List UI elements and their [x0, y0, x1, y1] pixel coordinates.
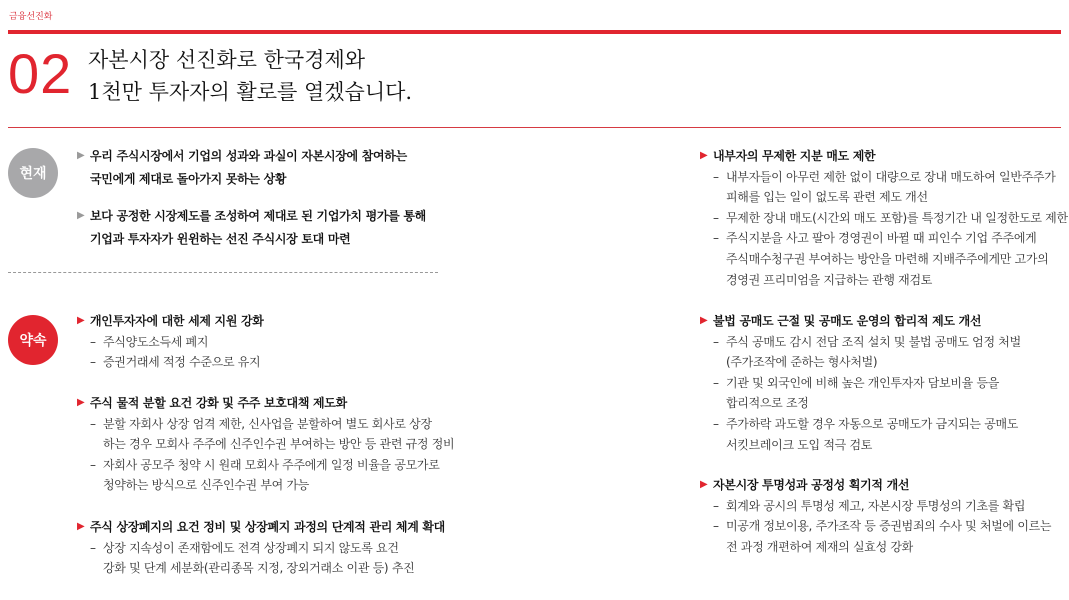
- title-divider: [8, 127, 1061, 128]
- promise-badge: 약속: [8, 315, 58, 365]
- promise-subitem-line: 서킷브레이크 도입 적극 검토: [726, 437, 873, 452]
- page-title-line-1: 자본시장 선진화로 한국경제와: [88, 48, 366, 72]
- promise-subitem-line: 분할 자회사 상장 엄격 제한, 신사업을 분할하여 별도 회사로 상장: [103, 416, 432, 431]
- dashed-divider: [8, 272, 438, 273]
- top-red-bar: [8, 30, 1061, 34]
- dash-icon: –: [713, 519, 719, 534]
- triangle-right-icon: ▶: [700, 479, 708, 490]
- triangle-right-icon: ▶: [700, 150, 708, 161]
- promise-item-title: 주식 물적 분할 요건 강화 및 주주 보호대책 제도화: [90, 396, 347, 410]
- triangle-right-icon: ▶: [77, 150, 85, 161]
- current-item-line: 기업과 투자자가 윈윈하는 선진 주식시장 토대 마련: [90, 232, 351, 246]
- current-item-line: 우리 주식시장에서 기업의 성과와 과실이 자본시장에 참여하는: [90, 149, 407, 163]
- promise-subitem-line: 합리적으로 조정: [726, 396, 809, 411]
- chapter-number: 02: [8, 42, 73, 105]
- promise-item-title: 개인투자자에 대한 세제 지원 강화: [90, 314, 264, 328]
- promise-subitem-line: (주가조작에 준하는 형사처벌): [726, 355, 878, 370]
- promise-subitem-line: 피해를 입는 일이 없도록 관련 제도 개선: [726, 190, 928, 205]
- dash-icon: –: [90, 334, 96, 349]
- section-label: 금융선진화: [9, 12, 53, 22]
- promise-subitem-line: 주식지분을 사고 팔아 경영권이 바뀔 때 피인수 기업 주주에게: [726, 231, 1037, 246]
- promise-subitem-line: 증권거래세 적정 수준으로 유지: [103, 355, 261, 370]
- current-item-line: 보다 공정한 시장제도를 조성하여 제대로 된 기업가치 평가를 통해: [90, 209, 426, 223]
- dash-icon: –: [90, 540, 96, 555]
- promise-subitem-line: 주가하락 과도할 경우 자동으로 공매도가 금지되는 공매도: [726, 417, 1019, 431]
- dash-icon: –: [713, 334, 719, 349]
- promise-subitem-line: 경영권 프리미엄을 지급하는 관행 재검토: [726, 272, 933, 287]
- dash-icon: –: [713, 417, 719, 431]
- promise-item-title: 자본시장 투명성과 공정성 획기적 개선: [713, 478, 910, 492]
- promise-item-title: 주식 상장폐지의 요건 정비 및 상장폐지 과정의 단계적 관리 체계 확대: [90, 520, 445, 534]
- triangle-right-icon: ▶: [77, 210, 85, 221]
- triangle-right-icon: ▶: [700, 315, 708, 326]
- dash-icon: –: [90, 416, 96, 431]
- promise-subitem-line: 기관 및 외국인에 비해 높은 개인투자자 담보비율 등을: [726, 375, 1000, 390]
- promise-subitem-line: 주식 공매도 감시 전담 조직 설치 및 불법 공매도 엄정 처벌: [726, 334, 1021, 349]
- dash-icon: –: [713, 375, 719, 390]
- promise-item-title: 불법 공매도 근절 및 공매도 운영의 합리적 제도 개선: [713, 314, 982, 328]
- promise-subitem-line: 주식양도소득세 폐지: [103, 334, 209, 349]
- page-title-line-2: 1천만 투자자의 활로를 열겠습니다.: [88, 80, 413, 104]
- dash-icon: –: [90, 355, 96, 370]
- promise-subitem-line: 자회사 공모주 청약 시 원래 모회사 주주에게 일정 비율을 공모가로: [103, 457, 440, 472]
- dash-icon: –: [713, 169, 719, 184]
- triangle-right-icon: ▶: [77, 315, 85, 326]
- promise-subitem-line: 상장 지속성이 존재함에도 전격 상장폐지 되지 않도록 요건: [103, 540, 399, 555]
- promise-subitem-line: 하는 경우 모회사 주주에 신주인수권 부여하는 방안 등 관련 규정 정비: [103, 437, 455, 452]
- triangle-right-icon: ▶: [77, 397, 85, 408]
- promise-subitem-line: 회계와 공시의 투명성 제고, 자본시장 투명성의 기초를 확립: [726, 498, 1026, 513]
- current-badge: 현재: [8, 148, 58, 198]
- dash-icon: –: [713, 498, 719, 513]
- promise-subitem-line: 미공개 정보이용, 주가조작 등 증권범죄의 수사 및 처벌에 이르는: [726, 519, 1052, 534]
- promise-item-title: 내부자의 무제한 지분 매도 제한: [713, 149, 876, 163]
- triangle-right-icon: ▶: [77, 521, 85, 532]
- promise-subitem-line: 무제한 장내 매도(시간외 매도 포함)를 특정기간 내 일정한도로 제한: [726, 210, 1068, 225]
- dash-icon: –: [90, 457, 96, 472]
- promise-subitem-line: 전 과정 개편하여 제재의 실효성 강화: [726, 539, 913, 554]
- promise-subitem-line: 강화 및 단계 세분화(관리종목 지정, 장외거래소 이관 등) 추진: [103, 561, 415, 576]
- dash-icon: –: [713, 210, 719, 225]
- promise-subitem-line: 주식매수청구권 부여하는 방안을 마련해 지배주주에게만 고가의: [726, 252, 1049, 266]
- promise-subitem-line: 내부자들이 아무런 제한 없이 대량으로 장내 매도하여 일반주주가: [726, 169, 1056, 184]
- dash-icon: –: [713, 231, 719, 246]
- current-item-line: 국민에게 제대로 돌아가지 못하는 상황: [90, 172, 287, 186]
- promise-subitem-line: 청약하는 방식으로 신주인수권 부여 가능: [103, 478, 310, 493]
